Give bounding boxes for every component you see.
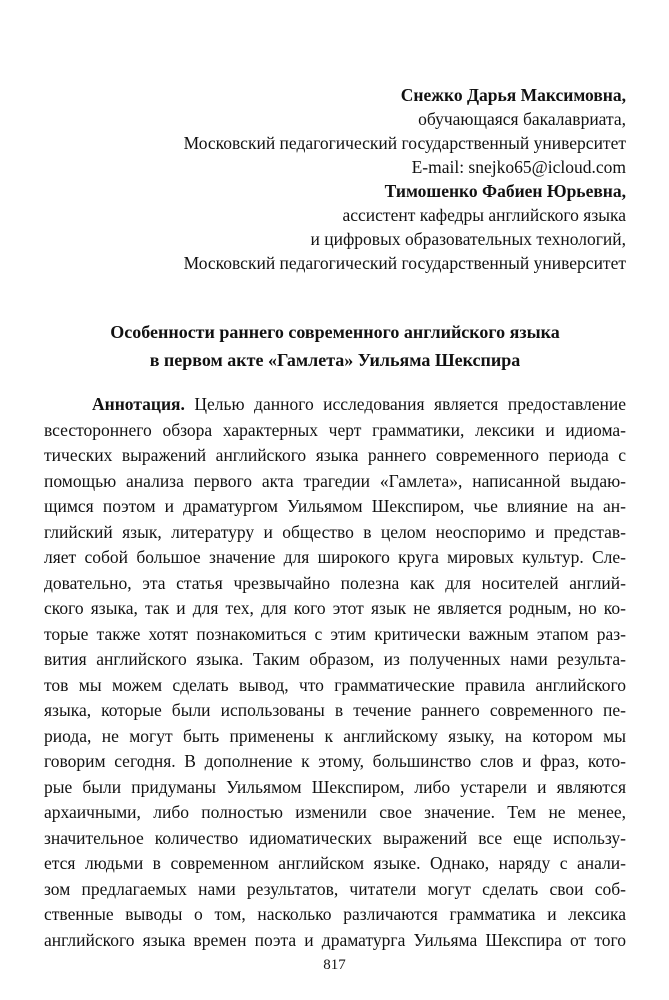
abstract-lines	[44, 418, 626, 954]
abstract-line: щимся поэтом и драматургом Уильямом Шекспиром, чье влияние на ан-	[44, 496, 626, 516]
abstract-line: языка, которые были использованы в течение раннего современного пе-	[44, 700, 626, 720]
abstract-first-line	[44, 392, 626, 418]
page-number: 817	[323, 957, 346, 973]
abstract-line: риода, не могут быть применены к английскому языку, на котором мы	[44, 725, 626, 746]
abstract-paragraph	[44, 392, 626, 953]
abstract-line: ляет собой большое значение для широкого круга мировых культур. Сле-	[44, 547, 626, 567]
abstract-line: рые были придуманы Уильямом Шекспиром, либо устарели и являются	[44, 776, 626, 797]
abstract-line: архаичными, либо полностью изменили свое значение. Тем не менее,	[44, 802, 626, 822]
abstract-line: ется людьми в современном английском языке. Однако, наряду с анали-	[44, 853, 626, 873]
abstract-line: ского языка, так и для тех, для кого этот язык не является родным, но ко-	[44, 598, 626, 618]
author-affiliation-line: Московский педагогический государственный университет	[183, 253, 626, 273]
article-title	[44, 318, 626, 374]
author-name: Тимошенко Фабиен Юрьевна,	[384, 181, 626, 201]
abstract-line: тических выражений английского языка раннего современного периода с	[44, 445, 626, 465]
title-line: Особенности раннего современного английского языка	[110, 322, 560, 342]
abstract-line: помощью анализа первого акта трагедии «Гамлета», написанной выдаю-	[44, 470, 626, 491]
abstract-line: значительное количество идиоматических выражений все еще использу-	[44, 827, 626, 848]
abstract-line: тов мы можем сделать вывод, что грамматические правила английского	[44, 674, 626, 695]
abstract-line: английского языка времен поэта и драматурга Уильяма Шекспира от того	[44, 929, 626, 950]
author-name: Снежко Дарья Максимовна,	[400, 85, 626, 105]
author-block	[66, 83, 626, 275]
abstract-line: говорим сегодня. В дополнение к этому, большинство слов и фраз, кото-	[44, 751, 626, 771]
author-affiliation-line: обучающаяся бакалавриата,	[418, 109, 626, 129]
abstract-line: глийский язык, литературу и общество в целом неоспоримо и представ-	[44, 521, 626, 542]
author-email: E-mail: snejko65@icloud.com	[411, 157, 626, 177]
abstract-line: довательно, эта статья чрезвычайно полезна как для носителей англий-	[44, 572, 626, 593]
title-line: в первом акте «Гамлета» Уильяма Шекспира	[149, 350, 521, 370]
abstract-text: Целью данного исследования является предоставление	[184, 394, 626, 414]
abstract-line: ственные выводы о том, насколько различаются грамматика и лексика	[44, 904, 626, 924]
abstract-line: всестороннего обзора характерных черт грамматики, лексики и идиома-	[44, 419, 626, 440]
author-affiliation-line: и цифровых образовательных технологий,	[310, 229, 626, 249]
author-affiliation-line: ассистент кафедры английского языка	[342, 205, 626, 225]
abstract-line: зом предлагаемых нами результатов, читатели могут сделать свои соб-	[44, 878, 626, 899]
abstract-line: торые также хотят познакомиться с этим критически важным этапом раз-	[44, 623, 626, 644]
abstract-label: Аннотация.	[92, 394, 185, 414]
abstract-line: вития английского языка. Таким образом, из полученных нами результа-	[44, 649, 626, 669]
author-affiliation-line: Московский педагогический государственный университет	[183, 133, 626, 153]
